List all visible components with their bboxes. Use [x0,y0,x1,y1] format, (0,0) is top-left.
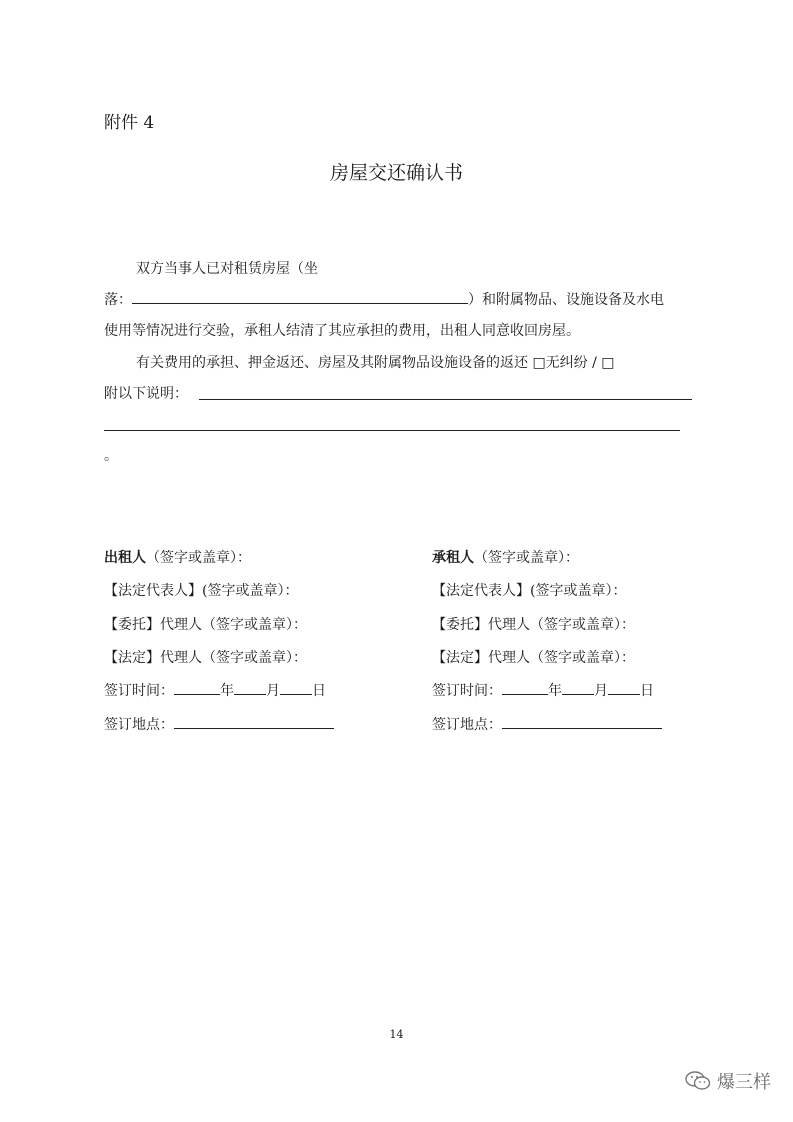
landlord-month-label: 月 [266,683,280,699]
tenant-role-note: （签字或盖章）： [474,550,579,566]
para2-line2-label: 附以下说明： [104,386,188,402]
tenant-statutory-agent: 【法定】代理人（签字或盖章）： [432,650,635,666]
tenant-role: 承租人 [432,550,474,566]
document-title: 房屋交还确认书 [329,162,463,184]
wechat-icon [685,1071,711,1091]
landlord-year-blank[interactable] [174,680,220,695]
landlord-place-blank[interactable] [174,714,334,729]
para2-line1: 有关费用的承担、押金返还、房屋及其附属物品设施设备的返还 □无纠纷 / □ [136,355,615,371]
page-number: 14 [389,1028,404,1041]
para1-line3: 使用等情况进行交验，承租人结清了其应承担的费用，出租人同意收回房屋。 [104,323,580,339]
landlord-sign-time-label: 签订时间： [104,683,174,699]
landlord-legal-rep: 【法定代表人】(签字或盖章）： [104,583,299,599]
annex-label: 附件 4 [104,113,155,133]
landlord-sign-place [104,714,334,734]
tenant-sign-time [432,680,654,700]
tenant-place-blank[interactable] [502,714,662,729]
tenant-entrusted-agent: 【委托】代理人（签字或盖章）： [432,617,635,633]
location-blank[interactable] [132,289,468,304]
landlord-role-note: （签字或盖章）： [146,550,251,566]
landlord-day-blank[interactable] [280,680,312,695]
landlord-role-line [104,547,251,567]
tenant-sign-place-label: 签订地点： [432,717,502,733]
tenant-year-blank[interactable] [502,680,548,695]
para2-end-mark: 。 [104,448,118,464]
tenant-day-blank[interactable] [608,680,640,695]
landlord-role: 出租人 [104,550,146,566]
landlord-sign-place-label: 签订地点： [104,717,174,733]
landlord-month-blank[interactable] [234,680,266,695]
location-label: 落： [104,292,132,308]
landlord-sign-time [104,680,326,700]
landlord-day-label: 日 [312,683,326,699]
tenant-legal-rep: 【法定代表人】(签字或盖章）： [432,583,627,599]
landlord-entrusted-agent: 【委托】代理人（签字或盖章）： [104,617,307,633]
landlord-statutory-agent: 【法定】代理人（签字或盖章）： [104,650,307,666]
tenant-day-label: 日 [640,683,654,699]
location-suffix: ）和附属物品、设施设备及水电 [468,292,664,308]
landlord-year-label: 年 [220,683,234,699]
explanation-blank-1[interactable] [199,399,692,400]
explanation-blank-2[interactable] [104,430,680,431]
tenant-role-line [432,547,579,567]
para1-line1: 双方当事人已对租赁房屋（坐 [136,261,318,277]
tenant-month-label: 月 [594,683,608,699]
tenant-sign-place [432,714,662,734]
para1-line2 [104,289,664,309]
watermark-text: 爆三样 [717,1072,771,1093]
tenant-sign-time-label: 签订时间： [432,683,502,699]
watermark [685,1068,771,1094]
tenant-year-label: 年 [548,683,562,699]
tenant-month-blank[interactable] [562,680,594,695]
